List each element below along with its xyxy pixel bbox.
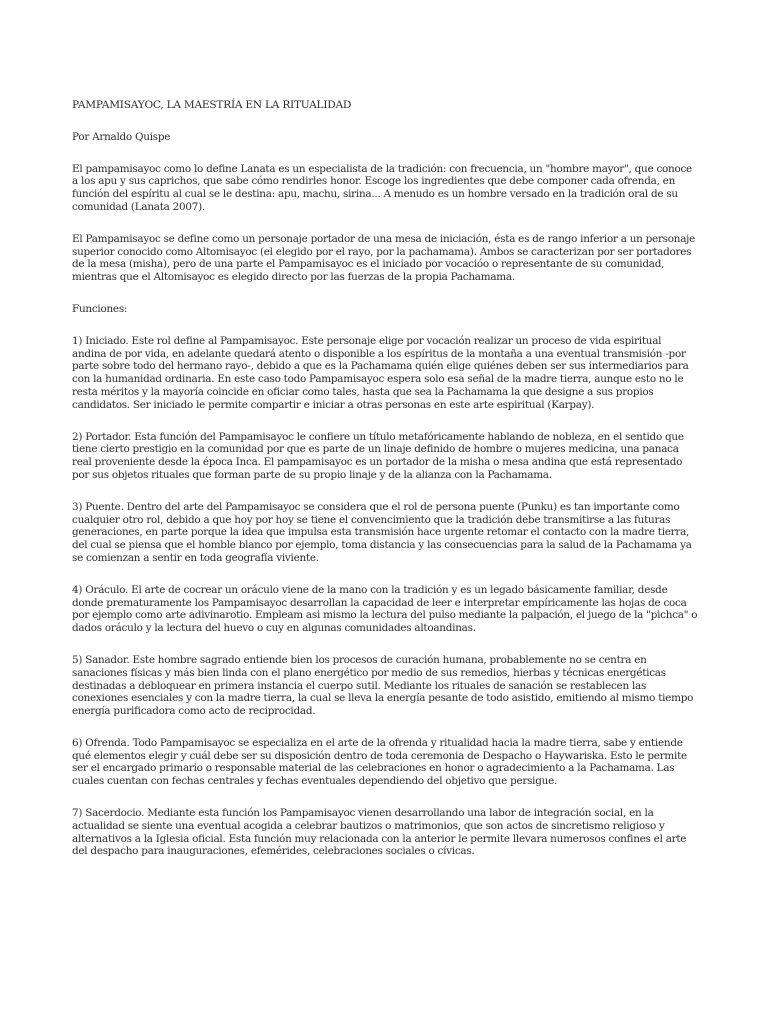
paragraph-function-sacerdocio: 7) Sacerdocio. Mediante esta función los Pampamisayoc vienen desarrollando una labor de integración social, en la actualidad se siente una eventual acogida a celebrar bautizos o matrimonios, que son actos de sincretismo religioso y alternativos a la Iglesia oficial. Esta función muy relacionada con la anterior le permite llevara numerosos confines el arte del despacho para inauguraciones, efemérides, celebraciones sociales o cívicas.	[72, 807, 687, 858]
paragraph-intro: El pampamisayoc como lo define Lanata es un especialista de la tradición: con frecuencia, un "hombre mayor", que conoce a los apu y sus caprichos, que sabe cómo rendirles honor. Escoge los ingredientes que debe componer cada ofrenda, en función del espíritu al cual se le destina: apu, machu, sirina... A menudo es un hombre versado en la tradición oral de su comunidad (Lanata 2007).	[72, 162, 692, 213]
document-title: PAMPAMISAYOC, LA MAESTRÍA EN LA RITUALIDAD	[72, 99, 352, 111]
document-page	[72, 99, 698, 877]
paragraph-definition: El Pampamisayoc se define como un personaje portador de una mesa de iniciación, ésta es de rango inferior a un personaje superior conocido como Altomisayoc (el elegido por el rayo, por la pachamama). Ambos se caracterizan por ser portadores de la mesa (misha), pero de una parte el Pampamisayoc es el iniciado por vocacióo o representante de su comunidad, mientras que el Altomisayoc es elegido directo por las fuerzas de la propia Pachamama.	[72, 232, 696, 284]
paragraph-function-ofrenda: 6) Ofrenda. Todo Pampamisayoc se especializa en el arte de la ofrenda y ritualidad hacia la madre tierra, sabe y entiende qué elementos elegir y cuál debe ser su disposición dentro de toda ceremonia de Despacho o Haywariska. Esto le permite ser el encargado primario o responsable material de las celebraciones en honor o agradecimiento a la Pachamama. Las cuales cuentan con fechas centrales y fechas eventuales dependiendo del objetivo que persigue.	[72, 736, 687, 788]
paragraph-function-sanador: 5) Sanador. Este hombre sagrado entiende bien los procesos de curación humana, probablemente no se centra en sanaciones físicas y más bien linda con el plano energético por medio de sus remedios, hierbas y técnicas energéticas destinadas a debloquear en primera instancia el cuerpo sutil. Mediante los rituales de sanación se restablecen las conexiones esenciales y con la madre tierra, la cual se lleva la energía pesante de todo asistido, emitiendo al mismo tiempo energía purificadora como acto de reciprocidad.	[72, 653, 694, 718]
paragraph-function-puente: 3) Puente. Dentro del arte del Pampamisayoc se considera que el rol de persona puente (Punku) es tan importante como cualquier otro rol, debido a que hoy por hoy se tiene el convencimiento que la tradición debe transmitirse a las futuras generaciones, en parte porque la idea que impulsa esta transmisión hace urgente retomar el contacto con la madre tierra, del cual se piensa que el homble blanco por ejemplo, toma distancia y las consecuencias para la salud de la Pachamama ya se comienzan a sentir en toda geografía viviente.	[72, 500, 692, 564]
author-byline: Por Arnaldo Quispe	[72, 130, 171, 143]
paragraph-function-portador: 2) Portador. Esta función del Pampamisayoc le confiere un título metafóricamente hablando de nobleza, en el sentido que tiene cierto prestigio en la comunidad por que es parte de un linaje definido de hombre o mujeres medicina, una panaca real proveniente desde la época Inca. El pampamisayoc es un portador de la misha o mesa andina que está representado por sus objetos rituales que forman parte de su propio linaje y de la alianza con la Pachamama.	[72, 430, 684, 481]
paragraph-function-iniciado: 1) Iniciado. Este rol define al Pampamisayoc. Este personaje elige por vocación realizar un proceso de vida espiritual andina de por vida, en adelante quedará atento o disponible a los espíritus de la montaña a una eventual transmisión -por parte sobre todo del hermano rayo-, debido a que es la Pachamama quién elige quiénes deben ser sus intermediarios para con la humanidad ordinaria. En este caso todo Pampamisayoc espera solo esa señal de la madre tierra, aunque esto no le resta méritos y la mayoría coincide en oficiar como tales, hasta que sea la Pachamama la que designe a sus propios candidatos. Ser iniciado le permite compartir e iniciar a otras personas en este arte espiritual (Karpay).	[72, 334, 689, 411]
paragraph-function-oraculo: 4) Oráculo. El arte de cocrear un oráculo viene de la mano con la tradición y es un legado básicamente familiar, desde donde prematuramente los Pampamisayoc desarrollan la capacidad de leer e interpretar empíricamente las hojas de coca por ejemplo como arte adivinarotio. Empleam asi mismo la lectura del pulso mediante la palpación, el juego de la "pichca" o dados oráculo y la lectura del huevo o cuy en algunas comunidades altoandinas.	[72, 583, 698, 635]
functions-heading: Funciones:	[72, 302, 128, 315]
